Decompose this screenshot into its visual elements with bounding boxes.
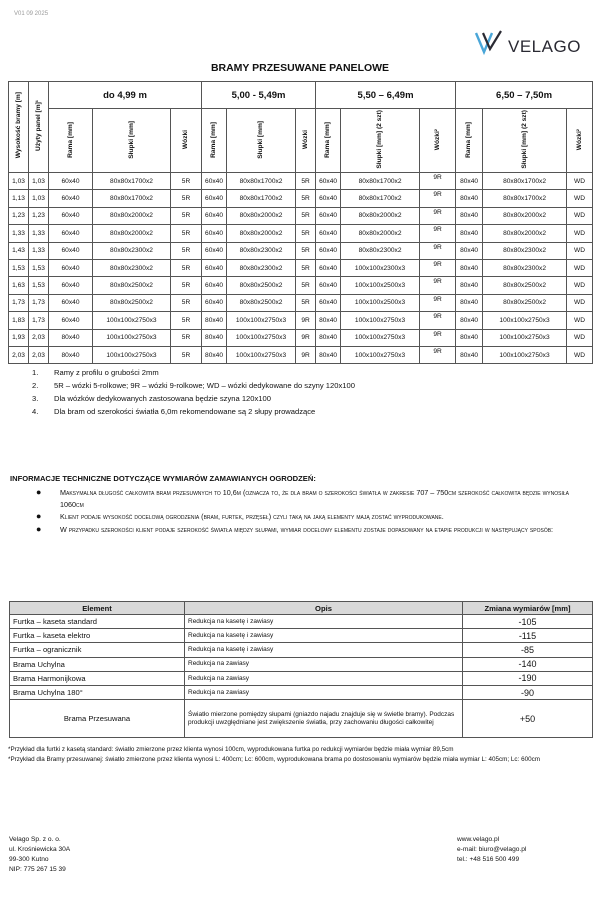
elements-cell-opis: Redukcja na zawiasy (185, 657, 463, 671)
cell-rama: 60x40 (202, 225, 227, 242)
cell-wozki: WD (567, 190, 593, 207)
cell-rama: 60x40 (316, 242, 341, 259)
cell-rama: 80x40 (456, 346, 483, 363)
cell-wozki: 9R (296, 346, 316, 363)
cell-slupki: 100x100x2750x3 (341, 329, 420, 346)
cell-rama: 80x40 (456, 190, 483, 207)
elements-cell-zmiana: -190 (463, 671, 593, 685)
elements-table-body (10, 615, 593, 738)
cell-rama: 80x40 (456, 242, 483, 259)
cell-slupki: 80x80x1700x2 (483, 190, 567, 207)
cell-rama: 80x40 (316, 312, 341, 329)
info-bullet: ● Maksymalna długość całkowita bram przesuwnych to 10,6m (oznacza to, że dla bram o szerokości światła w zakresie 707 – 750cm szerokość całkowita będzie wynosiła 1060cm (36, 487, 569, 509)
table-row (9, 207, 593, 224)
cell-slupki: 100x100x2500x3 (341, 294, 420, 311)
cell-slupki: 80x80x2300x2 (483, 242, 567, 259)
elements-cell-element: Furtka – ogranicznik (10, 643, 185, 657)
cell-wysokosc: 2,03 (9, 346, 29, 363)
footer-email-link[interactable]: e-mail: biuro@velago.pl (457, 846, 527, 853)
table-row (9, 225, 593, 242)
elements-row (10, 643, 593, 657)
cell-panel: 1,33 (29, 225, 49, 242)
sub-header: Wózki (296, 109, 316, 173)
company-logo (474, 30, 590, 60)
table-row (9, 190, 593, 207)
elements-cell-zmiana: -90 (463, 685, 593, 699)
cell-rama: 60x40 (49, 207, 93, 224)
cell-wozki: 5R (171, 207, 202, 224)
cell-slupki: 100x100x2750x3 (93, 329, 171, 346)
cell-wozki: 5R (171, 346, 202, 363)
elements-cell-opis: Redukcja na kasetę i zawiasy (185, 629, 463, 643)
sub-header: Słupki [mm] (2 szt) (341, 109, 420, 173)
cell-wozki: 5R (171, 173, 202, 190)
note-item: 3. Dla wózków dedykowanych zastosowana będzie szyna 120x100 (32, 394, 271, 403)
cell-wozki: 5R (296, 225, 316, 242)
cell-slupki: 80x80x1700x2 (341, 173, 420, 190)
bullet-dot-icon: ● (36, 523, 42, 534)
info-title: INFORMACJE TECHNICZNE DOTYCZĄCE WYMIARÓW ZAMAWIANYCH OGRODZEŃ: (10, 474, 316, 483)
cell-rama: 60x40 (202, 294, 227, 311)
cell-panel: 1,73 (29, 312, 49, 329)
footnote: *Przykład dla furtki z kasetą standard: światło zmierzone przez klienta wynosi 100cm, wyprodukowana furtka po redukcji wymiarów będzie miała wymiar 89,5cm (8, 746, 454, 753)
group-header: 6,50 – 7,50m (456, 82, 593, 109)
cell-slupki: 80x80x2500x2 (227, 277, 296, 294)
cell-rama: 80x40 (202, 346, 227, 363)
cell-wozki: 9R (420, 294, 456, 311)
cell-rama: 60x40 (316, 259, 341, 276)
cell-panel: 2,03 (29, 346, 49, 363)
elements-cell-zmiana: -105 (463, 615, 593, 629)
elements-cell-element: Brama Uchylna (10, 657, 185, 671)
cell-slupki: 80x80x2300x2 (93, 242, 171, 259)
cell-rama: 80x40 (202, 329, 227, 346)
cell-rama: 60x40 (202, 277, 227, 294)
sub-header: Słupki [mm] (2 szt) (483, 109, 567, 173)
cell-wysokosc: 1,53 (9, 259, 29, 276)
cell-rama: 60x40 (49, 173, 93, 190)
cell-wozki: 9R (420, 225, 456, 242)
cell-slupki: 80x80x2000x2 (93, 225, 171, 242)
cell-wozki: 9R (420, 242, 456, 259)
cell-wozki: 9R (420, 259, 456, 276)
cell-wysokosc: 1,33 (9, 225, 29, 242)
info-bullets (18, 487, 584, 536)
sub-header: Rama [mm] (49, 109, 93, 173)
gate-specs-table (8, 81, 593, 364)
table-row (9, 277, 593, 294)
cell-wysokosc: 1,93 (9, 329, 29, 346)
elements-cell-zmiana: -85 (463, 643, 593, 657)
elements-cell-opis: Redukcja na zawiasy (185, 685, 463, 699)
table-row (9, 346, 593, 363)
cell-slupki: 80x80x2300x2 (227, 259, 296, 276)
cell-slupki: 100x100x2750x3 (483, 329, 567, 346)
table-row (9, 294, 593, 311)
cell-wozki: 5R (171, 294, 202, 311)
cell-rama: 60x40 (49, 190, 93, 207)
sub-header: Wózki² (567, 109, 593, 173)
notes-list (10, 366, 355, 418)
footer-line: Velago Sp. z o. o. (9, 836, 61, 843)
elements-cell-opis: Światło mierzone pomiędzy słupami (gniazdo najadu znajduje się w świetle bramy). Podczas produkcji uwzględniane jest zwiększenie światła, przy zachowaniu długości całkowitej (185, 700, 463, 738)
sub-header: Rama [mm] (456, 109, 483, 173)
cell-rama: 60x40 (202, 190, 227, 207)
cell-slupki: 80x80x2300x2 (341, 242, 420, 259)
cell-wozki: 5R (296, 207, 316, 224)
cell-slupki: 80x80x1700x2 (93, 173, 171, 190)
cell-slupki: 80x80x1700x2 (227, 190, 296, 207)
cell-rama: 60x40 (49, 242, 93, 259)
cell-rama: 60x40 (49, 259, 93, 276)
logo-mark-icon (474, 30, 506, 56)
cell-wozki: WD (567, 312, 593, 329)
cell-wozki: 5R (296, 173, 316, 190)
elements-cell-opis: Redukcja na kasetę i zawiasy (185, 643, 463, 657)
cell-rama: 80x40 (456, 312, 483, 329)
group-header: 5,50 – 6,49m (316, 82, 456, 109)
cell-wysokosc: 1,83 (9, 312, 29, 329)
cell-wysokosc: 1,03 (9, 173, 29, 190)
group-header: 5,00 - 5,49m (202, 82, 316, 109)
cell-slupki: 80x80x2300x2 (227, 242, 296, 259)
info-bullet: ● Klient podaje wysokość docelową ogrodzenia (bram, furtek, przęseł) czyli taką na jaką elementy mają zostać wyprodukowane. (36, 511, 444, 521)
sub-header: Słupki [mm] (93, 109, 171, 173)
cell-wozki: WD (567, 225, 593, 242)
elements-table (9, 601, 593, 738)
cell-slupki: 80x80x1700x2 (483, 173, 567, 190)
footer-line: NIP: 775 267 15 39 (9, 866, 66, 873)
cell-panel: 1,23 (29, 207, 49, 224)
cell-wozki: 5R (296, 242, 316, 259)
spec-table-body (9, 173, 593, 364)
cell-slupki: 80x80x2000x2 (483, 207, 567, 224)
cell-rama: 60x40 (202, 242, 227, 259)
cell-wozki: 9R (420, 173, 456, 190)
cell-wozki: 5R (171, 312, 202, 329)
footer-phone: tel.: +48 516 500 499 (457, 856, 520, 863)
cell-slupki: 80x80x2300x2 (93, 259, 171, 276)
cell-slupki: 100x100x2500x3 (341, 277, 420, 294)
elements-cell-element: Furtka – kaseta standard (10, 615, 185, 629)
elements-cell-element: Furtka – kaseta elektro (10, 629, 185, 643)
note-item: 4. Dla bram od szerokości światła 6,0m rekomendowane są 2 słupy prowadzące (32, 407, 316, 416)
cell-rama: 60x40 (49, 294, 93, 311)
cell-rama: 80x40 (49, 346, 93, 363)
group-header: do 4,99 m (49, 82, 202, 109)
sub-header: Wózki² (420, 109, 456, 173)
cell-wozki: 5R (171, 242, 202, 259)
elements-cell-zmiana: -140 (463, 657, 593, 671)
elements-row (10, 629, 593, 643)
cell-slupki: 100x100x2750x3 (227, 312, 296, 329)
cell-slupki: 100x100x2300x3 (341, 259, 420, 276)
cell-wozki: 9R (420, 277, 456, 294)
sub-header: Rama [mm] (202, 109, 227, 173)
sub-header: Wózki (171, 109, 202, 173)
footnote: *Przykład dla Bramy przesuwanej: światło zmierzone przez klienta wynosi L: 400cm; Lc: 600cm, wyprodukowana brama po dostosowaniu wymiarów będzie miała wymiar L: 405cm; Lc: 600cm (8, 755, 540, 763)
cell-wozki: 9R (296, 312, 316, 329)
cell-panel: 1,03 (29, 190, 49, 207)
cell-rama: 60x40 (316, 277, 341, 294)
cell-wozki: WD (567, 277, 593, 294)
cell-wysokosc: 1,63 (9, 277, 29, 294)
cell-rama: 60x40 (316, 294, 341, 311)
cell-wozki: 9R (420, 312, 456, 329)
sub-header: Rama [mm] (316, 109, 341, 173)
cell-slupki: 100x100x2750x3 (227, 329, 296, 346)
cell-rama: 80x40 (456, 173, 483, 190)
cell-wozki: 5R (171, 190, 202, 207)
cell-slupki: 80x80x1700x2 (227, 173, 296, 190)
cell-wozki: 5R (296, 294, 316, 311)
cell-rama: 80x40 (202, 312, 227, 329)
cell-wozki: 9R (420, 207, 456, 224)
footnotes (8, 745, 594, 764)
header-panel: Użyty panel [m]¹ (29, 82, 49, 173)
elements-header: Opis (185, 602, 463, 615)
cell-wysokosc: 1,13 (9, 190, 29, 207)
cell-slupki: 80x80x2000x2 (227, 207, 296, 224)
elements-row (10, 671, 593, 685)
cell-slupki: 80x80x2500x2 (227, 294, 296, 311)
cell-rama: 60x40 (202, 259, 227, 276)
elements-cell-opis: Redukcja na zawiasy (185, 671, 463, 685)
cell-rama: 80x40 (316, 329, 341, 346)
elements-row (10, 657, 593, 671)
cell-slupki: 80x80x1700x2 (93, 190, 171, 207)
note-item: 2. 5R – wózki 5-rolkowe; 9R – wózki 9-rolkowe; WD – wózki dedykowane do szyny 120x100 (32, 381, 355, 390)
cell-wozki: 9R (420, 190, 456, 207)
cell-slupki: 80x80x2000x2 (341, 225, 420, 242)
cell-wozki: WD (567, 259, 593, 276)
cell-slupki: 80x80x2300x2 (483, 259, 567, 276)
cell-slupki: 80x80x2500x2 (93, 294, 171, 311)
footer-line: ul. Krośniewicka 30A (9, 846, 71, 853)
cell-slupki: 80x80x2000x2 (227, 225, 296, 242)
cell-panel: 1,73 (29, 294, 49, 311)
cell-rama: 60x40 (49, 277, 93, 294)
cell-slupki: 100x100x2750x3 (341, 346, 420, 363)
cell-wozki: 5R (171, 225, 202, 242)
cell-slupki: 100x100x2750x3 (93, 346, 171, 363)
footer-website-link[interactable]: www.velago.pl (457, 836, 500, 843)
elements-row (10, 615, 593, 629)
elements-header: Element (10, 602, 185, 615)
table-row (9, 242, 593, 259)
cell-rama: 80x40 (456, 225, 483, 242)
elements-cell-element: Brama Przesuwana (10, 700, 185, 738)
cell-wozki: 5R (171, 329, 202, 346)
cell-panel: 1,03 (29, 173, 49, 190)
cell-rama: 60x40 (202, 173, 227, 190)
cell-rama: 60x40 (316, 207, 341, 224)
elements-cell-element: Brama Harmonijkowa (10, 671, 185, 685)
cell-wozki: WD (567, 346, 593, 363)
cell-wysokosc: 1,43 (9, 242, 29, 259)
cell-wozki: WD (567, 329, 593, 346)
cell-rama: 60x40 (316, 173, 341, 190)
version-label: V01 09 2025 (14, 11, 49, 17)
table-row (9, 329, 593, 346)
cell-rama: 60x40 (49, 312, 93, 329)
cell-rama: 60x40 (49, 225, 93, 242)
cell-rama: 80x40 (49, 329, 93, 346)
elements-row (10, 685, 593, 699)
elements-row (10, 700, 593, 738)
table-row (9, 173, 593, 190)
sub-header: Słupki [mm] (227, 109, 296, 173)
cell-panel: 2,03 (29, 329, 49, 346)
cell-wozki: 9R (420, 329, 456, 346)
cell-slupki: 100x100x2750x3 (227, 346, 296, 363)
note-item: 1. Ramy z profilu o grubości 2mm (32, 368, 159, 377)
cell-rama: 60x40 (202, 207, 227, 224)
cell-rama: 60x40 (316, 225, 341, 242)
cell-slupki: 80x80x2000x2 (341, 207, 420, 224)
footer-line: 99-300 Kutno (9, 856, 49, 863)
cell-wozki: 9R (296, 329, 316, 346)
cell-wozki: WD (567, 294, 593, 311)
cell-wozki: 5R (171, 277, 202, 294)
cell-wozki: 5R (296, 259, 316, 276)
cell-wozki: 5R (171, 259, 202, 276)
cell-slupki: 100x100x2750x3 (483, 346, 567, 363)
logo-text: VELAGO (508, 37, 581, 56)
cell-slupki: 80x80x2500x2 (483, 294, 567, 311)
bullet-dot-icon: ● (36, 487, 42, 497)
elements-cell-zmiana: -115 (463, 629, 593, 643)
cell-rama: 80x40 (456, 294, 483, 311)
cell-slupki: 100x100x2750x3 (93, 312, 171, 329)
cell-rama: 80x40 (316, 346, 341, 363)
elements-cell-element: Brama Uchylna 180° (10, 685, 185, 699)
elements-header: Zmiana wymiarów [mm] (463, 602, 593, 615)
cell-panel: 1,53 (29, 277, 49, 294)
cell-wozki: 5R (296, 277, 316, 294)
footer-contact (457, 835, 526, 865)
cell-wozki: WD (567, 242, 593, 259)
cell-slupki: 80x80x2000x2 (483, 225, 567, 242)
cell-wozki: WD (567, 207, 593, 224)
cell-wozki: WD (567, 173, 593, 190)
cell-wozki: 5R (296, 190, 316, 207)
info-bullet: ● W przypadku szerokości klient podaje szerokość światła między słupami, wymiar docelowy elementu zostaje dopasowany na etapie produkcji w następujący sposób: (36, 523, 554, 534)
cell-rama: 80x40 (456, 207, 483, 224)
cell-slupki: 80x80x2000x2 (93, 207, 171, 224)
table-row (9, 312, 593, 329)
cell-slupki: 100x100x2750x3 (483, 312, 567, 329)
cell-slupki: 80x80x2500x2 (483, 277, 567, 294)
cell-panel: 1,33 (29, 242, 49, 259)
cell-wozki: 9R (420, 346, 456, 363)
cell-rama: 80x40 (456, 277, 483, 294)
cell-rama: 60x40 (316, 190, 341, 207)
table-row (9, 259, 593, 276)
elements-cell-zmiana: +50 (463, 700, 593, 738)
cell-slupki: 80x80x1700x2 (341, 190, 420, 207)
cell-rama: 80x40 (456, 259, 483, 276)
elements-cell-opis: Redukcja na kasetę i zawiasy (185, 615, 463, 629)
header-wysokosc: Wysokość bramy [m] (9, 82, 29, 173)
document-title: BRAMY PRZESUWANE PANELOWE (210, 62, 390, 74)
cell-slupki: 100x100x2750x3 (341, 312, 420, 329)
cell-slupki: 80x80x2500x2 (93, 277, 171, 294)
cell-wysokosc: 1,23 (9, 207, 29, 224)
cell-wysokosc: 1,73 (9, 294, 29, 311)
cell-panel: 1,53 (29, 259, 49, 276)
footer-company (9, 835, 70, 875)
cell-rama: 80x40 (456, 329, 483, 346)
bullet-dot-icon: ● (36, 511, 42, 521)
